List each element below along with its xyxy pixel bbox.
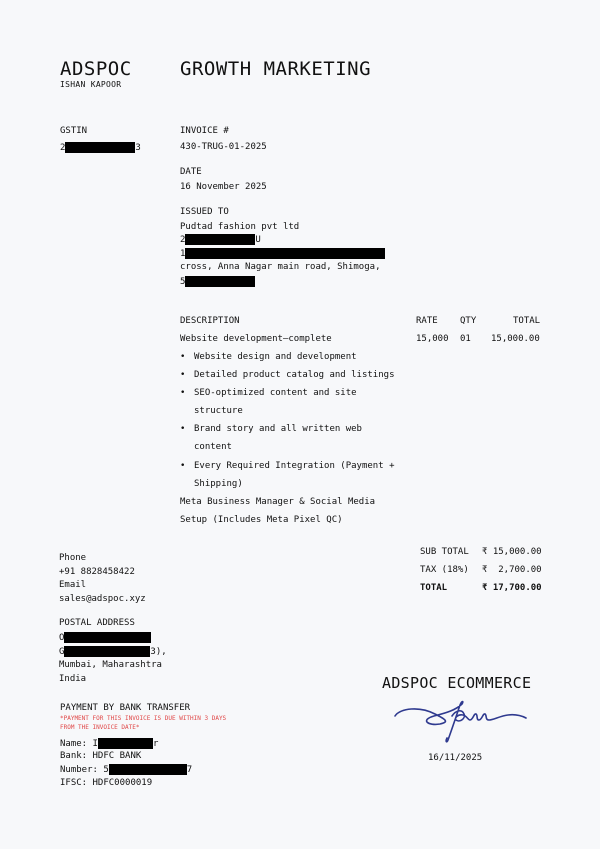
payment-note-2: FROM THE INVOICE DATE* xyxy=(60,724,140,731)
payment-label: PAYMENT BY BANK TRANSFER xyxy=(60,703,191,713)
redaction-bar xyxy=(109,764,187,775)
email-label: Email xyxy=(59,580,87,590)
list-item-continuation: content xyxy=(194,442,232,452)
item-qty: 01 xyxy=(460,334,471,344)
client-company: Pudtad fashion pvt ltd xyxy=(180,222,300,232)
extra-line-2: Setup (Includes Meta Pixel QC) xyxy=(180,515,343,525)
account-number-line: Number: 5 7 xyxy=(60,765,193,775)
issued-to-label: ISSUED TO xyxy=(180,207,229,217)
owner-name: ISHAN KAPOOR xyxy=(60,80,122,89)
invoice-number-label: INVOICE # xyxy=(180,126,229,136)
redaction-bar xyxy=(98,738,153,749)
payment-note-1: *PAYMENT FOR THIS INVOICE IS DUE WITHIN 3 DAYS xyxy=(60,715,227,722)
bank-name-line: Name: I r xyxy=(60,739,159,749)
email-value: sales@adspoc.xyz xyxy=(59,594,146,604)
list-item: • Website design and development xyxy=(180,352,357,362)
redaction-bar xyxy=(64,632,151,643)
tax-label: TAX (18%) xyxy=(420,565,469,575)
col-total: TOTAL xyxy=(513,316,541,326)
redaction-bar xyxy=(65,142,135,153)
tax-value: ₹ 2,700.00 xyxy=(482,565,542,575)
postal-country: India xyxy=(59,674,87,684)
ifsc-line: IFSC: HDFC0000019 xyxy=(60,778,153,788)
list-item: • Every Required Integration (Payment + xyxy=(180,461,395,471)
bank-line: Bank: HDFC BANK xyxy=(60,751,142,761)
list-item: • Brand story and all written web xyxy=(180,424,362,434)
list-item-continuation: structure xyxy=(194,406,243,416)
item-total: 15,000.00 xyxy=(491,334,540,344)
date-label: DATE xyxy=(180,167,202,177)
signature-date: 16/11/2025 xyxy=(428,753,483,763)
item-rate: 15,000 xyxy=(416,334,449,344)
redaction-bar xyxy=(185,248,385,259)
document-title: GROWTH MARKETING xyxy=(180,58,372,80)
invoice-date: 16 November 2025 xyxy=(180,182,267,192)
list-item: • SEO-optimized content and site xyxy=(180,388,357,398)
postal-city: Mumbai, Maharashtra xyxy=(59,660,162,670)
client-line-2: 1 xyxy=(180,248,385,259)
signature-image xyxy=(390,696,530,748)
postal-line-1: O xyxy=(59,632,151,643)
item-description: Website development—complete xyxy=(180,334,332,344)
subtotal-value: ₹ 15,000.00 xyxy=(482,547,542,557)
phone-label: Phone xyxy=(59,553,87,563)
phone-value: +91 8828458422 xyxy=(59,567,135,577)
postal-label: POSTAL ADDRESS xyxy=(59,618,135,628)
subtotal-label: SUB TOTAL xyxy=(420,547,469,557)
total-label: TOTAL xyxy=(420,583,448,593)
client-line-3: cross, Anna Nagar main road, Shimoga, xyxy=(180,262,381,272)
list-item-continuation: Shipping) xyxy=(194,479,243,489)
client-line-4: 5 xyxy=(180,276,255,287)
brand-name: ADSPOC xyxy=(60,58,132,80)
client-line-1: 2 U xyxy=(180,235,261,245)
col-qty: QTY xyxy=(460,316,477,326)
col-description: DESCRIPTION xyxy=(180,316,240,326)
list-item: • Detailed product catalog and listings xyxy=(180,370,395,380)
redaction-bar xyxy=(185,276,255,287)
total-value: ₹ 17,700.00 xyxy=(482,583,542,593)
gstin-value: 2 3 xyxy=(60,143,141,153)
redaction-bar xyxy=(64,646,150,657)
invoice-number: 430-TRUG-01-2025 xyxy=(180,142,267,152)
extra-line-1: Meta Business Manager & Social Media xyxy=(180,497,376,507)
gstin-label: GSTIN xyxy=(60,126,88,136)
signature-company: ADSPOC ECOMMERCE xyxy=(382,674,532,692)
postal-line-2: G 3), xyxy=(59,647,167,657)
redaction-bar xyxy=(185,234,255,245)
col-rate: RATE xyxy=(416,316,438,326)
